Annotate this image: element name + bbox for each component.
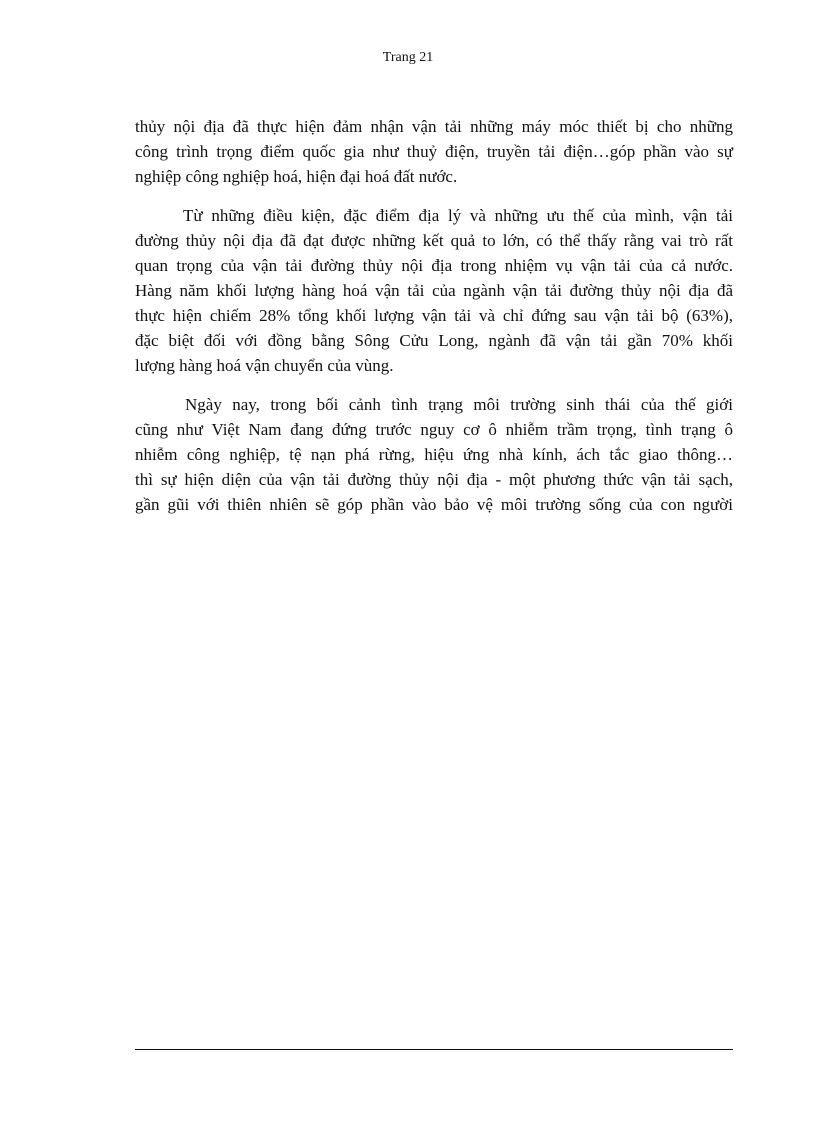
paragraph-line: nghiệp công nghiệp hoá, hiện đại hoá đất nước. bbox=[135, 167, 458, 186]
paragraph-line: thực hiện chiếm 28% tổng khối lượng vận tải và chỉ đứng sau vận tải bộ (63%), bbox=[135, 306, 733, 325]
paragraph-1 bbox=[135, 114, 733, 189]
paragraph-line: đặc biệt đối với đồng bằng Sông Cửu Long, ngành đã vận tải gần 70% khối bbox=[135, 331, 733, 350]
paragraph-line: gần gũi với thiên nhiên sẽ góp phần vào bảo vệ môi trường sống của con người bbox=[135, 495, 733, 514]
page-number: Trang 21 bbox=[382, 50, 434, 65]
paragraph-2 bbox=[135, 203, 733, 378]
paragraph-line: Ngày nay, trong bối cảnh tình trạng môi trường sinh thái của thế giới bbox=[185, 395, 733, 414]
paragraph-line: thủy nội địa đã thực hiện đảm nhận vận tải những máy móc thiết bị cho những bbox=[135, 117, 733, 136]
paragraph-line: Từ những điều kiện, đặc điểm địa lý và những ưu thế của mình, vận tải bbox=[183, 206, 733, 225]
paragraph-line: cũng như Việt Nam đang đứng trước nguy cơ ô nhiễm trầm trọng, tình trạng ô bbox=[135, 420, 733, 439]
paragraph-3 bbox=[135, 392, 733, 517]
body-text bbox=[135, 114, 733, 531]
paragraph-line: thì sự hiện diện của vận tải đường thủy nội địa - một phương thức vận tải sạch, bbox=[135, 470, 733, 489]
paragraph-line: công trình trọng điểm quốc gia như thuỷ điện, truyền tải điện…góp phần vào sự bbox=[135, 142, 733, 161]
paragraph-line: đường thủy nội địa đã đạt được những kết quả to lớn, có thể thấy rằng vai trò rất bbox=[135, 231, 733, 250]
paragraph-line: quan trọng của vận tải đường thủy nội địa trong nhiệm vụ vận tải của cả nước. bbox=[135, 256, 733, 275]
paragraph-line: lượng hàng hoá vận chuyển của vùng. bbox=[135, 356, 394, 375]
footer-divider bbox=[135, 1049, 733, 1050]
paragraph-line: Hàng năm khối lượng hàng hoá vận tải của ngành vận tải đường thủy nội địa đã bbox=[135, 281, 733, 300]
paragraph-line: nhiễm công nghiệp, tệ nạn phá rừng, hiệu ứng nhà kính, ách tắc giao thông… bbox=[135, 445, 733, 464]
